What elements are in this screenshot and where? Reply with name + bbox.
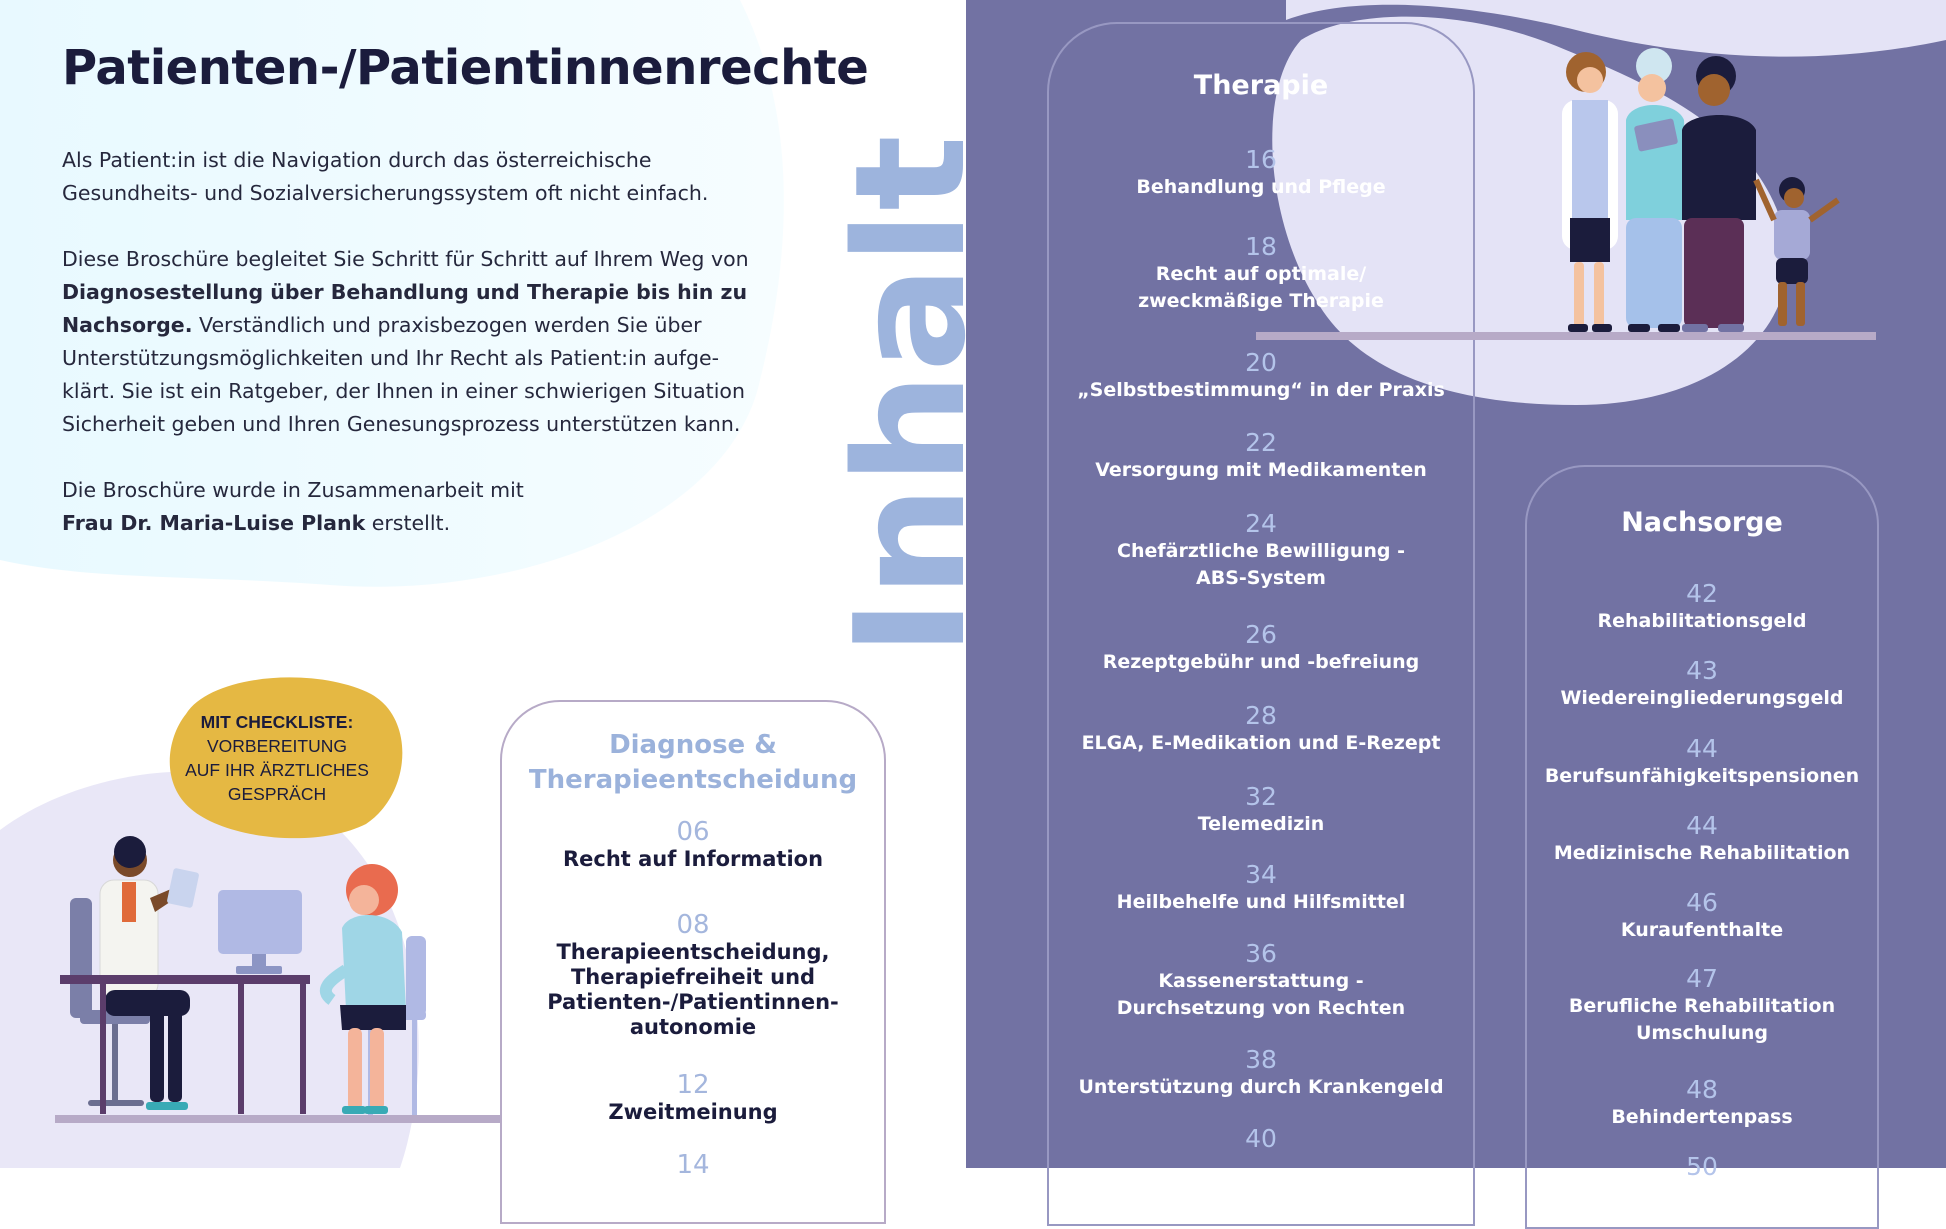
text-span: erstellt. — [365, 511, 451, 535]
left-page — [0, 0, 999, 1180]
page-number: 36 — [1245, 939, 1277, 968]
section-heading — [502, 728, 884, 798]
page-number: 16 — [1245, 145, 1277, 174]
toc-entry[interactable] — [502, 1070, 884, 1125]
checklist-line: AUF IHR ÄRZTLICHES — [185, 760, 369, 780]
intro-text — [62, 144, 762, 573]
entry-title: Rezeptgebühr und -befreiung — [1102, 651, 1420, 673]
toc-nachsorge-card — [1525, 465, 1879, 1229]
page-number: 38 — [1245, 1045, 1277, 1074]
toc-diagnose-card — [500, 700, 886, 1224]
entry-title: Berufliche Rehabilitation Umschulung — [1568, 995, 1836, 1044]
page-number: 20 — [1245, 348, 1277, 377]
entry-title: Berufsunfähigkeitspensionen — [1544, 765, 1860, 787]
entry-title: Wiedereingliederungsgeld — [1560, 687, 1844, 709]
entry-title: Kassenerstattung - Durchsetzung von Rechten — [1116, 970, 1406, 1019]
page-number: 46 — [1686, 888, 1718, 917]
checklist-line: VORBEREITUNG — [206, 736, 348, 756]
entry-title: Rehabilitationsgeld — [1597, 610, 1807, 632]
text-span: Verständlich und praxisbezogen werden Sie über Unterstützungsmöglichkeiten und Ihr Recht als Patient:in aufge-klärt. Sie ist ein Ratgeber, der Ihnen in einer schwierigen Situation Sicherheit geben und Ihren Genesungsprozess unterstützen kann. — [62, 313, 745, 436]
doctor-consultation-illustration — [50, 840, 510, 1140]
toc-entry[interactable] — [1049, 1125, 1473, 1153]
page-number: 14 — [676, 1150, 710, 1180]
toc-entry[interactable] — [1527, 812, 1877, 867]
checklist-title: MIT CHECKLISTE: — [200, 712, 354, 732]
page-number: 50 — [1686, 1152, 1718, 1181]
entry-title: Zweitmeinung — [608, 1100, 778, 1124]
page-number: 22 — [1245, 428, 1277, 457]
section-heading: Nachsorge — [1621, 507, 1783, 538]
intro-paragraph — [62, 474, 762, 540]
page-number: 26 — [1245, 620, 1277, 649]
page-number: 42 — [1686, 579, 1718, 608]
intro-paragraph — [62, 243, 762, 441]
toc-entry[interactable] — [1049, 429, 1473, 484]
toc-entry[interactable] — [1527, 657, 1877, 712]
section-heading-line: Therapieentscheidung — [528, 765, 858, 795]
toc-entry[interactable] — [1049, 621, 1473, 676]
page-number: 18 — [1245, 232, 1277, 261]
right-page — [966, 0, 1946, 1181]
toc-entry[interactable] — [1049, 702, 1473, 757]
toc-entry[interactable] — [1527, 580, 1877, 635]
toc-entry[interactable] — [1049, 861, 1473, 916]
intro-paragraph: Als Patient:in ist die Navigation durch das österreichische Gesundheits- und Sozialversicherungssystem oft nicht einfach. — [62, 148, 709, 205]
inhalt-vertical-heading — [822, 135, 999, 657]
entry-title: Behindertenpass — [1611, 1106, 1793, 1128]
entry-title: Behandlung und Pflege — [1136, 176, 1386, 198]
toc-entry[interactable] — [1527, 889, 1877, 944]
page-number: 06 — [676, 817, 710, 847]
page-number: 08 — [676, 910, 710, 940]
page-number: 28 — [1245, 701, 1277, 730]
page-number: 44 — [1686, 734, 1718, 763]
page-number: 32 — [1245, 782, 1277, 811]
entry-title: Therapieentscheidung, Therapiefreiheit und Patienten-/Patientinnen-autonomie — [547, 940, 839, 1039]
entry-title: Versorgung mit Medikamenten — [1095, 459, 1427, 481]
toc-entry[interactable] — [1109, 510, 1413, 592]
entry-title: Kuraufenthalte — [1620, 919, 1784, 941]
page-number: 40 — [1245, 1124, 1277, 1153]
toc-entry[interactable] — [502, 817, 884, 872]
page-number: 24 — [1245, 509, 1277, 538]
entry-title: Recht auf optimale/ zweckmäßige Therapie — [1138, 263, 1384, 312]
author-name: Frau Dr. Maria-Luise Plank — [62, 511, 366, 535]
page-number: 34 — [1245, 860, 1277, 889]
toc-entry[interactable] — [1527, 1153, 1877, 1181]
toc-entry[interactable] — [1557, 965, 1847, 1047]
text-span: Die Broschüre wurde in Zusammenarbeit mit — [62, 478, 524, 502]
checklist-line: GESPRÄCH — [227, 784, 327, 804]
page-number: 47 — [1686, 964, 1718, 993]
page-number: 12 — [676, 1070, 710, 1100]
page-number: 48 — [1686, 1075, 1718, 1104]
toc-entry[interactable] — [1049, 1046, 1473, 1101]
text-span: Diese Broschüre begleitet Sie Schritt für Schritt auf Ihrem Weg von — [62, 247, 749, 271]
entry-title: Recht auf Information — [562, 847, 824, 871]
page-number: 43 — [1686, 656, 1718, 685]
checklist-label — [170, 710, 384, 806]
entry-title: Chefärztliche Bewilligung - ABS-System — [1117, 540, 1405, 589]
toc-entry[interactable] — [1109, 940, 1413, 1022]
page-title: Patienten-/Patientinnenrechte — [62, 40, 869, 96]
toc-entry[interactable] — [1527, 1076, 1877, 1131]
entry-title: Telemedizin — [1197, 813, 1325, 835]
entry-title: Heilbehelfe und Hilfsmittel — [1116, 891, 1406, 913]
entry-title: „Selbstbestimmung“ in der Praxis — [1077, 379, 1445, 401]
entry-title: Unterstützung durch Krankengeld — [1078, 1076, 1444, 1098]
toc-entry[interactable] — [1049, 783, 1473, 838]
family-with-doctor-illustration — [1256, 30, 1896, 350]
toc-entry[interactable] — [1527, 735, 1877, 790]
toc-entry[interactable] — [1049, 349, 1473, 404]
page-number: 44 — [1686, 811, 1718, 840]
text-bold: Diagnosestellung über Behandlung und Therapie bis hin zu Nachsorge. — [62, 280, 748, 337]
section-heading: Therapie — [1193, 70, 1329, 101]
inhalt-text: Inhalt — [822, 156, 999, 657]
toc-entry[interactable] — [542, 910, 844, 1040]
entry-title: Medizinische Rehabilitation — [1553, 842, 1851, 864]
toc-entry[interactable] — [502, 1150, 884, 1180]
entry-title: ELGA, E-Medikation und E-Rezept — [1081, 732, 1441, 754]
section-heading-line: Diagnose & — [609, 730, 777, 760]
